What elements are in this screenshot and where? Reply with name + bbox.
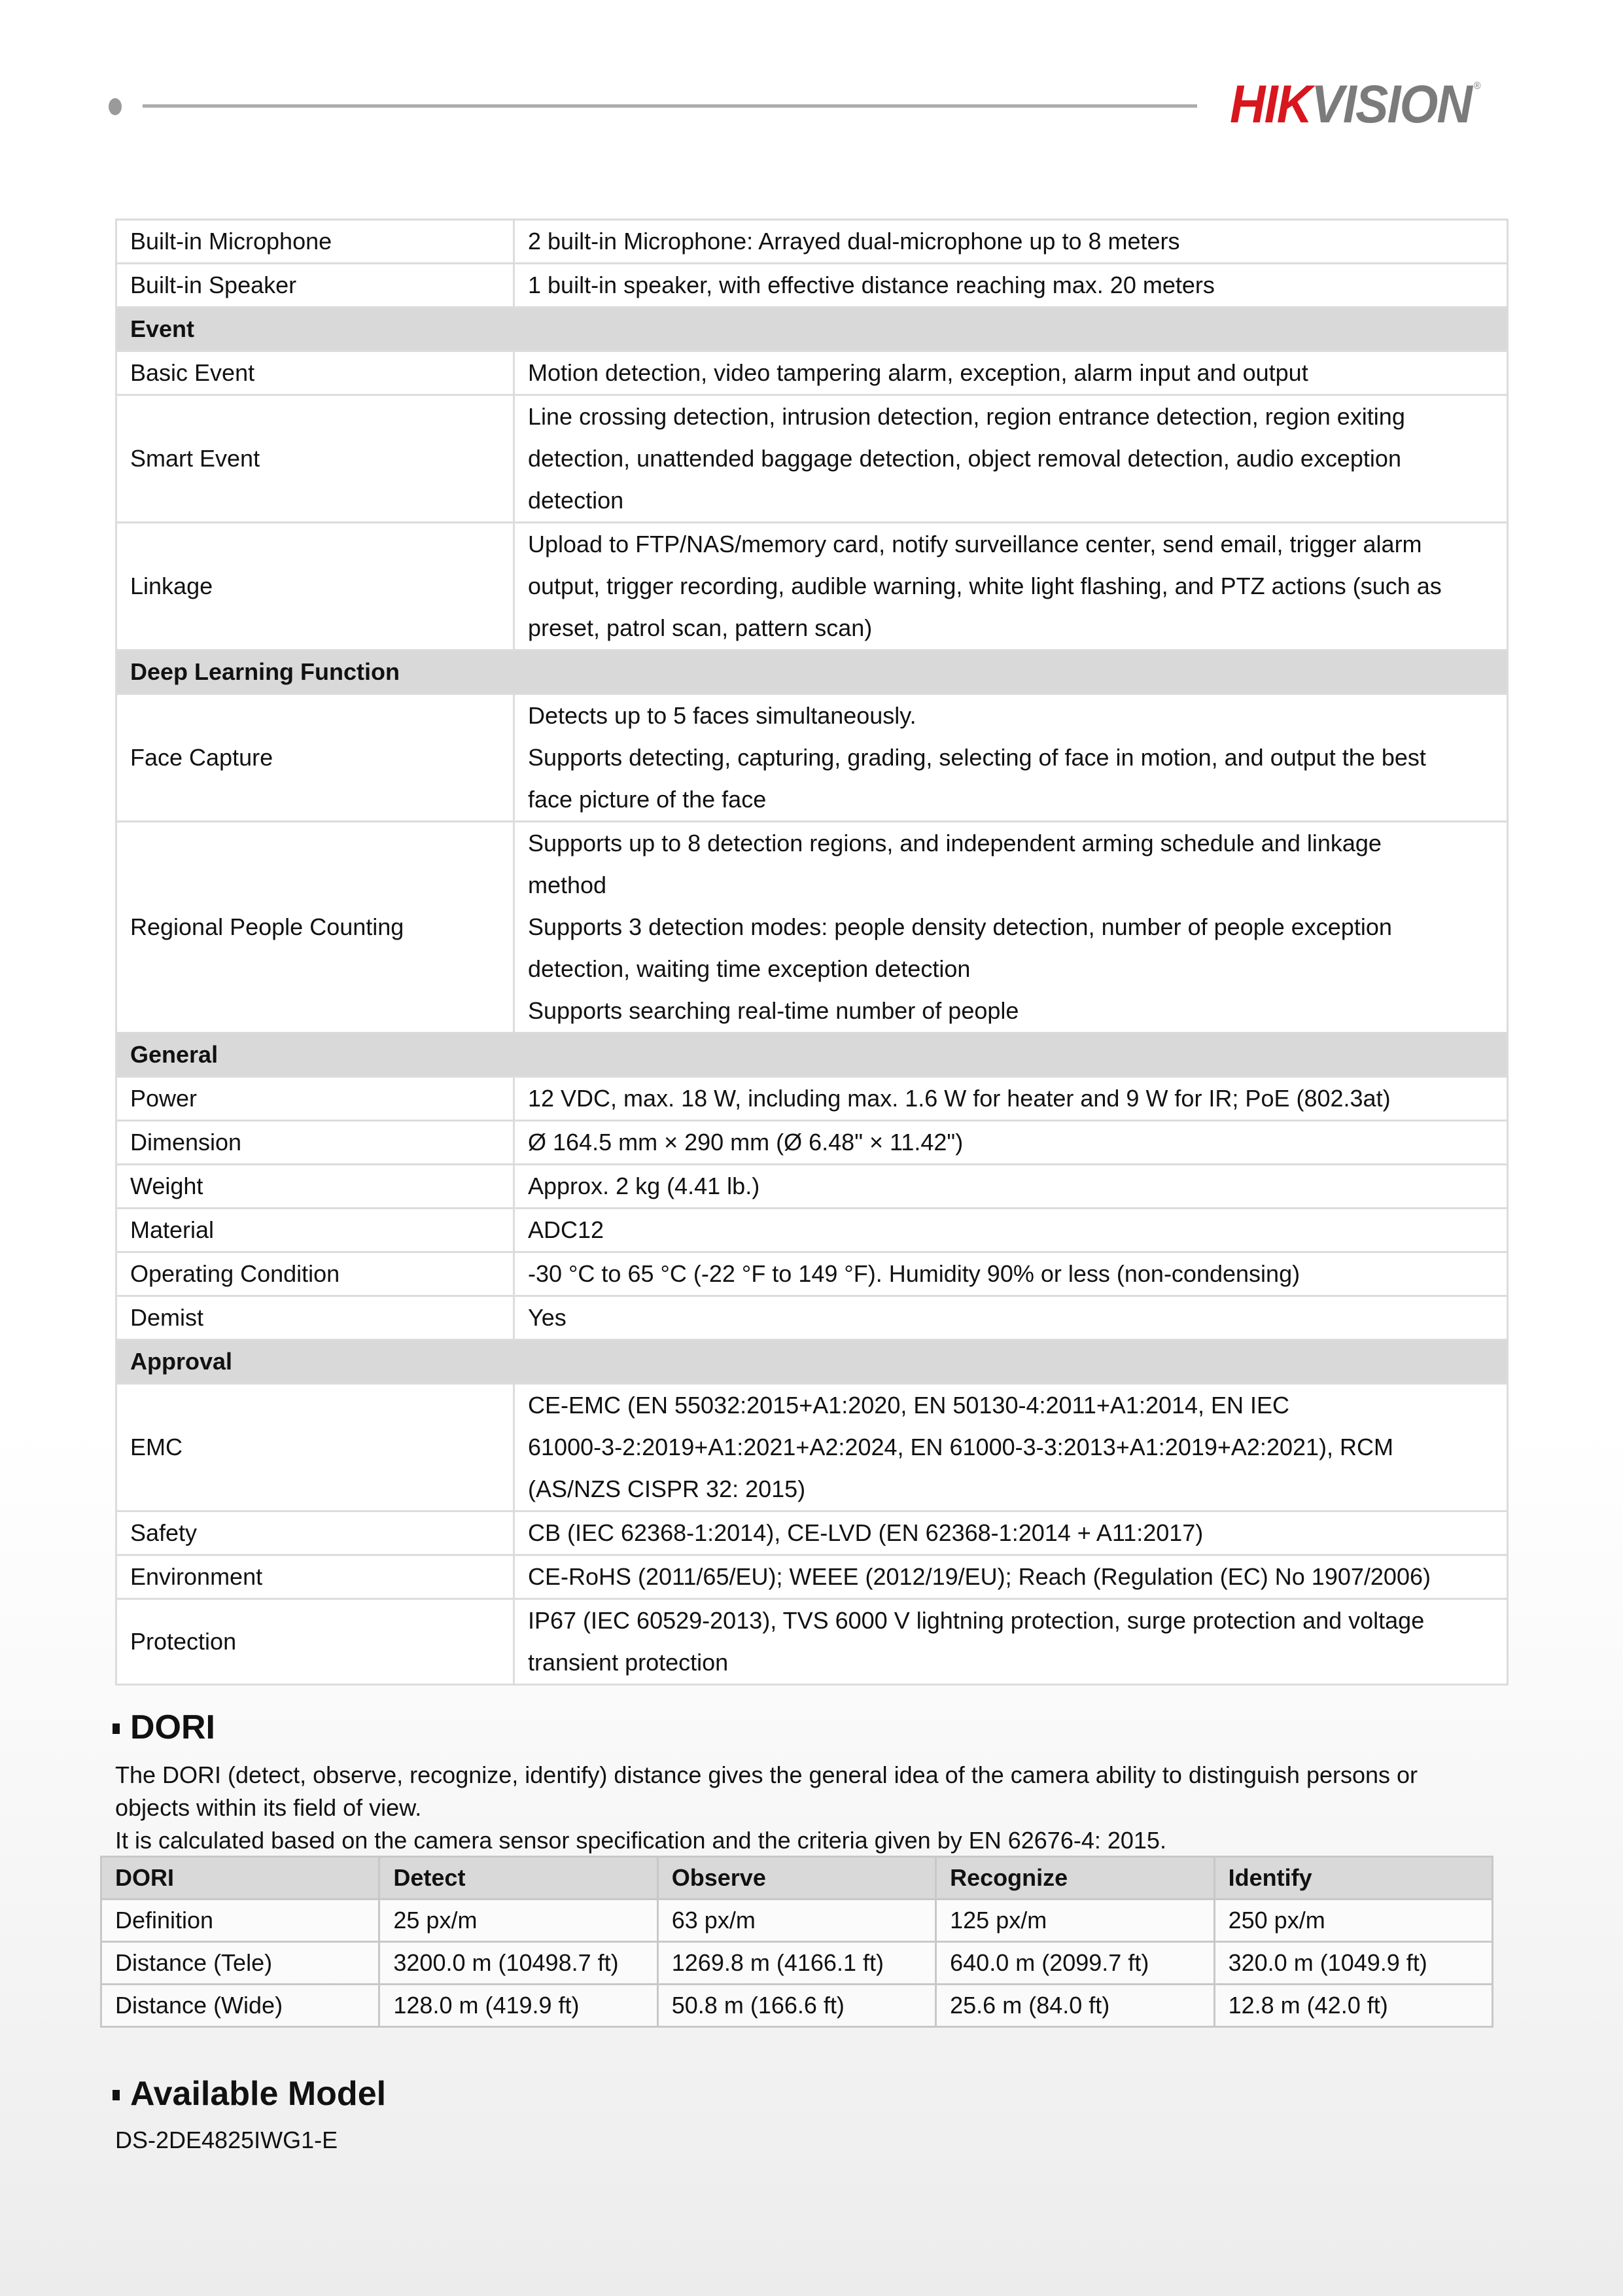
dori-row xyxy=(101,1942,1493,1985)
dori-cell: 320.0 m (1049.9 ft) xyxy=(1214,1942,1492,1985)
spec-value-line: 1 built-in speaker, with effective distance reaching max. 20 meters xyxy=(528,272,1215,298)
spec-value-line: CE-RoHS (2011/65/EU); WEEE (2012/19/EU); Reach (Regulation (EC) No 1907/2006) xyxy=(528,1563,1431,1590)
available-model-heading xyxy=(113,2074,386,2113)
header-divider xyxy=(143,104,1197,108)
spec-row xyxy=(116,1599,1508,1685)
dori-table xyxy=(100,1856,1493,2028)
spec-row xyxy=(116,351,1508,395)
dori-description-line: It is calculated based on the camera sensor specification and the criteria given by EN 62676-4: 2015. xyxy=(115,1827,1166,1854)
dori-cell: 25 px/m xyxy=(379,1899,657,1942)
spec-value-line: IP67 (IEC 60529-2013), TVS 6000 V lightning protection, surge protection and voltage xyxy=(528,1607,1425,1634)
spec-label: EMC xyxy=(116,1384,514,1511)
spec-row xyxy=(116,1077,1508,1121)
spec-row xyxy=(116,220,1508,264)
spec-label: Demist xyxy=(116,1296,514,1340)
dori-header-cell: DORI xyxy=(101,1857,379,1899)
spec-value-line: Line crossing detection, intrusion detection, region entrance detection, region exiting xyxy=(528,403,1405,430)
spec-row xyxy=(116,1511,1508,1555)
spec-value-line: Supports detecting, capturing, grading, selecting of face in motion, and output the best xyxy=(528,744,1426,771)
dori-cell: 25.6 m (84.0 ft) xyxy=(936,1985,1214,2027)
spec-row xyxy=(116,694,1508,822)
spec-value xyxy=(514,1296,1508,1340)
spec-label: Protection xyxy=(116,1599,514,1685)
spec-value-line: Upload to FTP/NAS/memory card, notify surveillance center, send email, trigger alarm xyxy=(528,531,1422,557)
spec-row xyxy=(116,395,1508,523)
dori-row xyxy=(101,1985,1493,2027)
model-number: DS-2DE4825IWG1-E xyxy=(115,2127,338,2153)
spec-label: Power xyxy=(116,1077,514,1121)
dori-description xyxy=(115,1759,1515,1857)
spec-value-line: preset, patrol scan, pattern scan) xyxy=(528,614,873,641)
dori-cell: 63 px/m xyxy=(657,1899,935,1942)
spec-value xyxy=(514,1599,1508,1685)
dori-cell: 125 px/m xyxy=(936,1899,1214,1942)
spec-value-line: transient protection xyxy=(528,1649,729,1676)
spec-label: Linkage xyxy=(116,523,514,650)
spec-section-row xyxy=(116,650,1508,694)
spec-value xyxy=(514,822,1508,1033)
spec-label: Weight xyxy=(116,1165,514,1209)
spec-value-line: Supports 3 detection modes: people density detection, number of people exception xyxy=(528,913,1392,940)
spec-label: Built-in Speaker xyxy=(116,264,514,308)
spec-value-line: Approx. 2 kg (4.41 lb.) xyxy=(528,1173,760,1199)
spec-value-line: method xyxy=(528,872,607,898)
spec-label: Basic Event xyxy=(116,351,514,395)
dori-cell: 128.0 m (419.9 ft) xyxy=(379,1985,657,2027)
spec-value xyxy=(514,1077,1508,1121)
spec-row xyxy=(116,264,1508,308)
dori-heading xyxy=(113,1708,215,1747)
spec-value xyxy=(514,264,1508,308)
spec-label: Safety xyxy=(116,1511,514,1555)
spec-label: Regional People Counting xyxy=(116,822,514,1033)
specification-table xyxy=(115,219,1509,1686)
dori-header-row xyxy=(101,1857,1493,1899)
spec-value-line: detection xyxy=(528,487,624,514)
dori-description-line: The DORI (detect, observe, recognize, identify) distance gives the general idea of the camera ability to distinguish persons or xyxy=(115,1761,1418,1788)
spec-row xyxy=(116,1384,1508,1511)
dori-cell: 250 px/m xyxy=(1214,1899,1492,1942)
spec-row xyxy=(116,1121,1508,1165)
spec-label: Dimension xyxy=(116,1121,514,1165)
spec-value-line: Supports searching real-time number of people xyxy=(528,997,1019,1024)
spec-value xyxy=(514,1252,1508,1296)
logo-primary: HIK xyxy=(1230,75,1312,134)
spec-section-title: Deep Learning Function xyxy=(116,650,1508,694)
spec-value xyxy=(514,1121,1508,1165)
spec-row xyxy=(116,822,1508,1033)
spec-section-row xyxy=(116,308,1508,351)
dori-header-cell: Observe xyxy=(657,1857,935,1899)
dori-header-cell: Identify xyxy=(1214,1857,1492,1899)
spec-label: Operating Condition xyxy=(116,1252,514,1296)
spec-value xyxy=(514,220,1508,264)
spec-label: Face Capture xyxy=(116,694,514,822)
dori-header-cell: Detect xyxy=(379,1857,657,1899)
bullet-icon xyxy=(113,1723,120,1734)
registered-mark-icon: ® xyxy=(1473,80,1480,92)
spec-value xyxy=(514,1555,1508,1599)
spec-value xyxy=(514,1209,1508,1252)
spec-value-line: detection, unattended baggage detection, object removal detection, audio exception xyxy=(528,445,1401,472)
logo-secondary: VISION xyxy=(1311,75,1472,134)
spec-label: Built-in Microphone xyxy=(116,220,514,264)
dori-cell: Distance (Tele) xyxy=(101,1942,379,1985)
dori-cell: Distance (Wide) xyxy=(101,1985,379,2027)
spec-label: Material xyxy=(116,1209,514,1252)
dori-header-cell: Recognize xyxy=(936,1857,1214,1899)
spec-section-title: Approval xyxy=(116,1340,1508,1384)
spec-value xyxy=(514,523,1508,650)
dori-description-line: objects within its field of view. xyxy=(115,1794,422,1821)
spec-value-line: Yes xyxy=(528,1304,567,1331)
spec-row xyxy=(116,1165,1508,1209)
spec-row xyxy=(116,523,1508,650)
spec-section-title: Event xyxy=(116,308,1508,351)
spec-value-line: detection, waiting time exception detection xyxy=(528,955,971,982)
spec-value xyxy=(514,351,1508,395)
available-model-title: Available Model xyxy=(130,2075,387,2113)
dori-cell: 640.0 m (2099.7 ft) xyxy=(936,1942,1214,1985)
spec-label: Environment xyxy=(116,1555,514,1599)
dori-row xyxy=(101,1899,1493,1942)
spec-row xyxy=(116,1252,1508,1296)
spec-value-line: Motion detection, video tampering alarm, exception, alarm input and output xyxy=(528,359,1308,386)
spec-value xyxy=(514,1165,1508,1209)
spec-value-line: CB (IEC 62368-1:2014), CE-LVD (EN 62368-1:2014 + A11:2017) xyxy=(528,1519,1204,1546)
dori-cell: 3200.0 m (10498.7 ft) xyxy=(379,1942,657,1985)
dori-cell: 50.8 m (166.6 ft) xyxy=(657,1985,935,2027)
spec-value-line: ADC12 xyxy=(528,1216,604,1243)
spec-value-line: -30 °C to 65 °C (-22 °F to 149 °F). Humidity 90% or less (non-condensing) xyxy=(528,1260,1300,1287)
spec-value-line: Detects up to 5 faces simultaneously. xyxy=(528,702,916,729)
dori-cell: Definition xyxy=(101,1899,379,1942)
spec-value-line: Supports up to 8 detection regions, and independent arming schedule and linkage xyxy=(528,830,1382,857)
spec-section-row xyxy=(116,1033,1508,1077)
spec-value xyxy=(514,395,1508,523)
header-dot-decoration xyxy=(109,98,122,115)
spec-value-line: Ø 164.5 mm × 290 mm (Ø 6.48" × 11.42") xyxy=(528,1129,964,1156)
spec-value xyxy=(514,1511,1508,1555)
spec-value-line: CE-EMC (EN 55032:2015+A1:2020, EN 50130-4:2011+A1:2014, EN IEC xyxy=(528,1392,1290,1419)
spec-value-line: 61000-3-2:2019+A1:2021+A2:2024, EN 61000-3-3:2013+A1:2019+A2:2021), RCM xyxy=(528,1434,1393,1460)
dori-title: DORI xyxy=(130,1708,215,1746)
spec-value xyxy=(514,694,1508,822)
spec-value-line: face picture of the face xyxy=(528,786,767,813)
spec-value-line: output, trigger recording, audible warning, white light flashing, and PTZ actions (such as xyxy=(528,573,1442,599)
spec-row xyxy=(116,1296,1508,1340)
spec-value xyxy=(514,1384,1508,1511)
bullet-icon xyxy=(113,2090,120,2100)
dori-cell: 12.8 m (42.0 ft) xyxy=(1214,1985,1492,2027)
spec-value-line: (AS/NZS CISPR 32: 2015) xyxy=(528,1475,806,1502)
dori-cell: 1269.8 m (4166.1 ft) xyxy=(657,1942,935,1985)
hikvision-logo xyxy=(1230,75,1480,134)
spec-value-line: 12 VDC, max. 18 W, including max. 1.6 W for heater and 9 W for IR; PoE (802.3at) xyxy=(528,1085,1391,1112)
spec-row xyxy=(116,1555,1508,1599)
spec-section-title: General xyxy=(116,1033,1508,1077)
spec-row xyxy=(116,1209,1508,1252)
spec-label: Smart Event xyxy=(116,395,514,523)
spec-section-row xyxy=(116,1340,1508,1384)
spec-value-line: 2 built-in Microphone: Arrayed dual-microphone up to 8 meters xyxy=(528,228,1180,255)
